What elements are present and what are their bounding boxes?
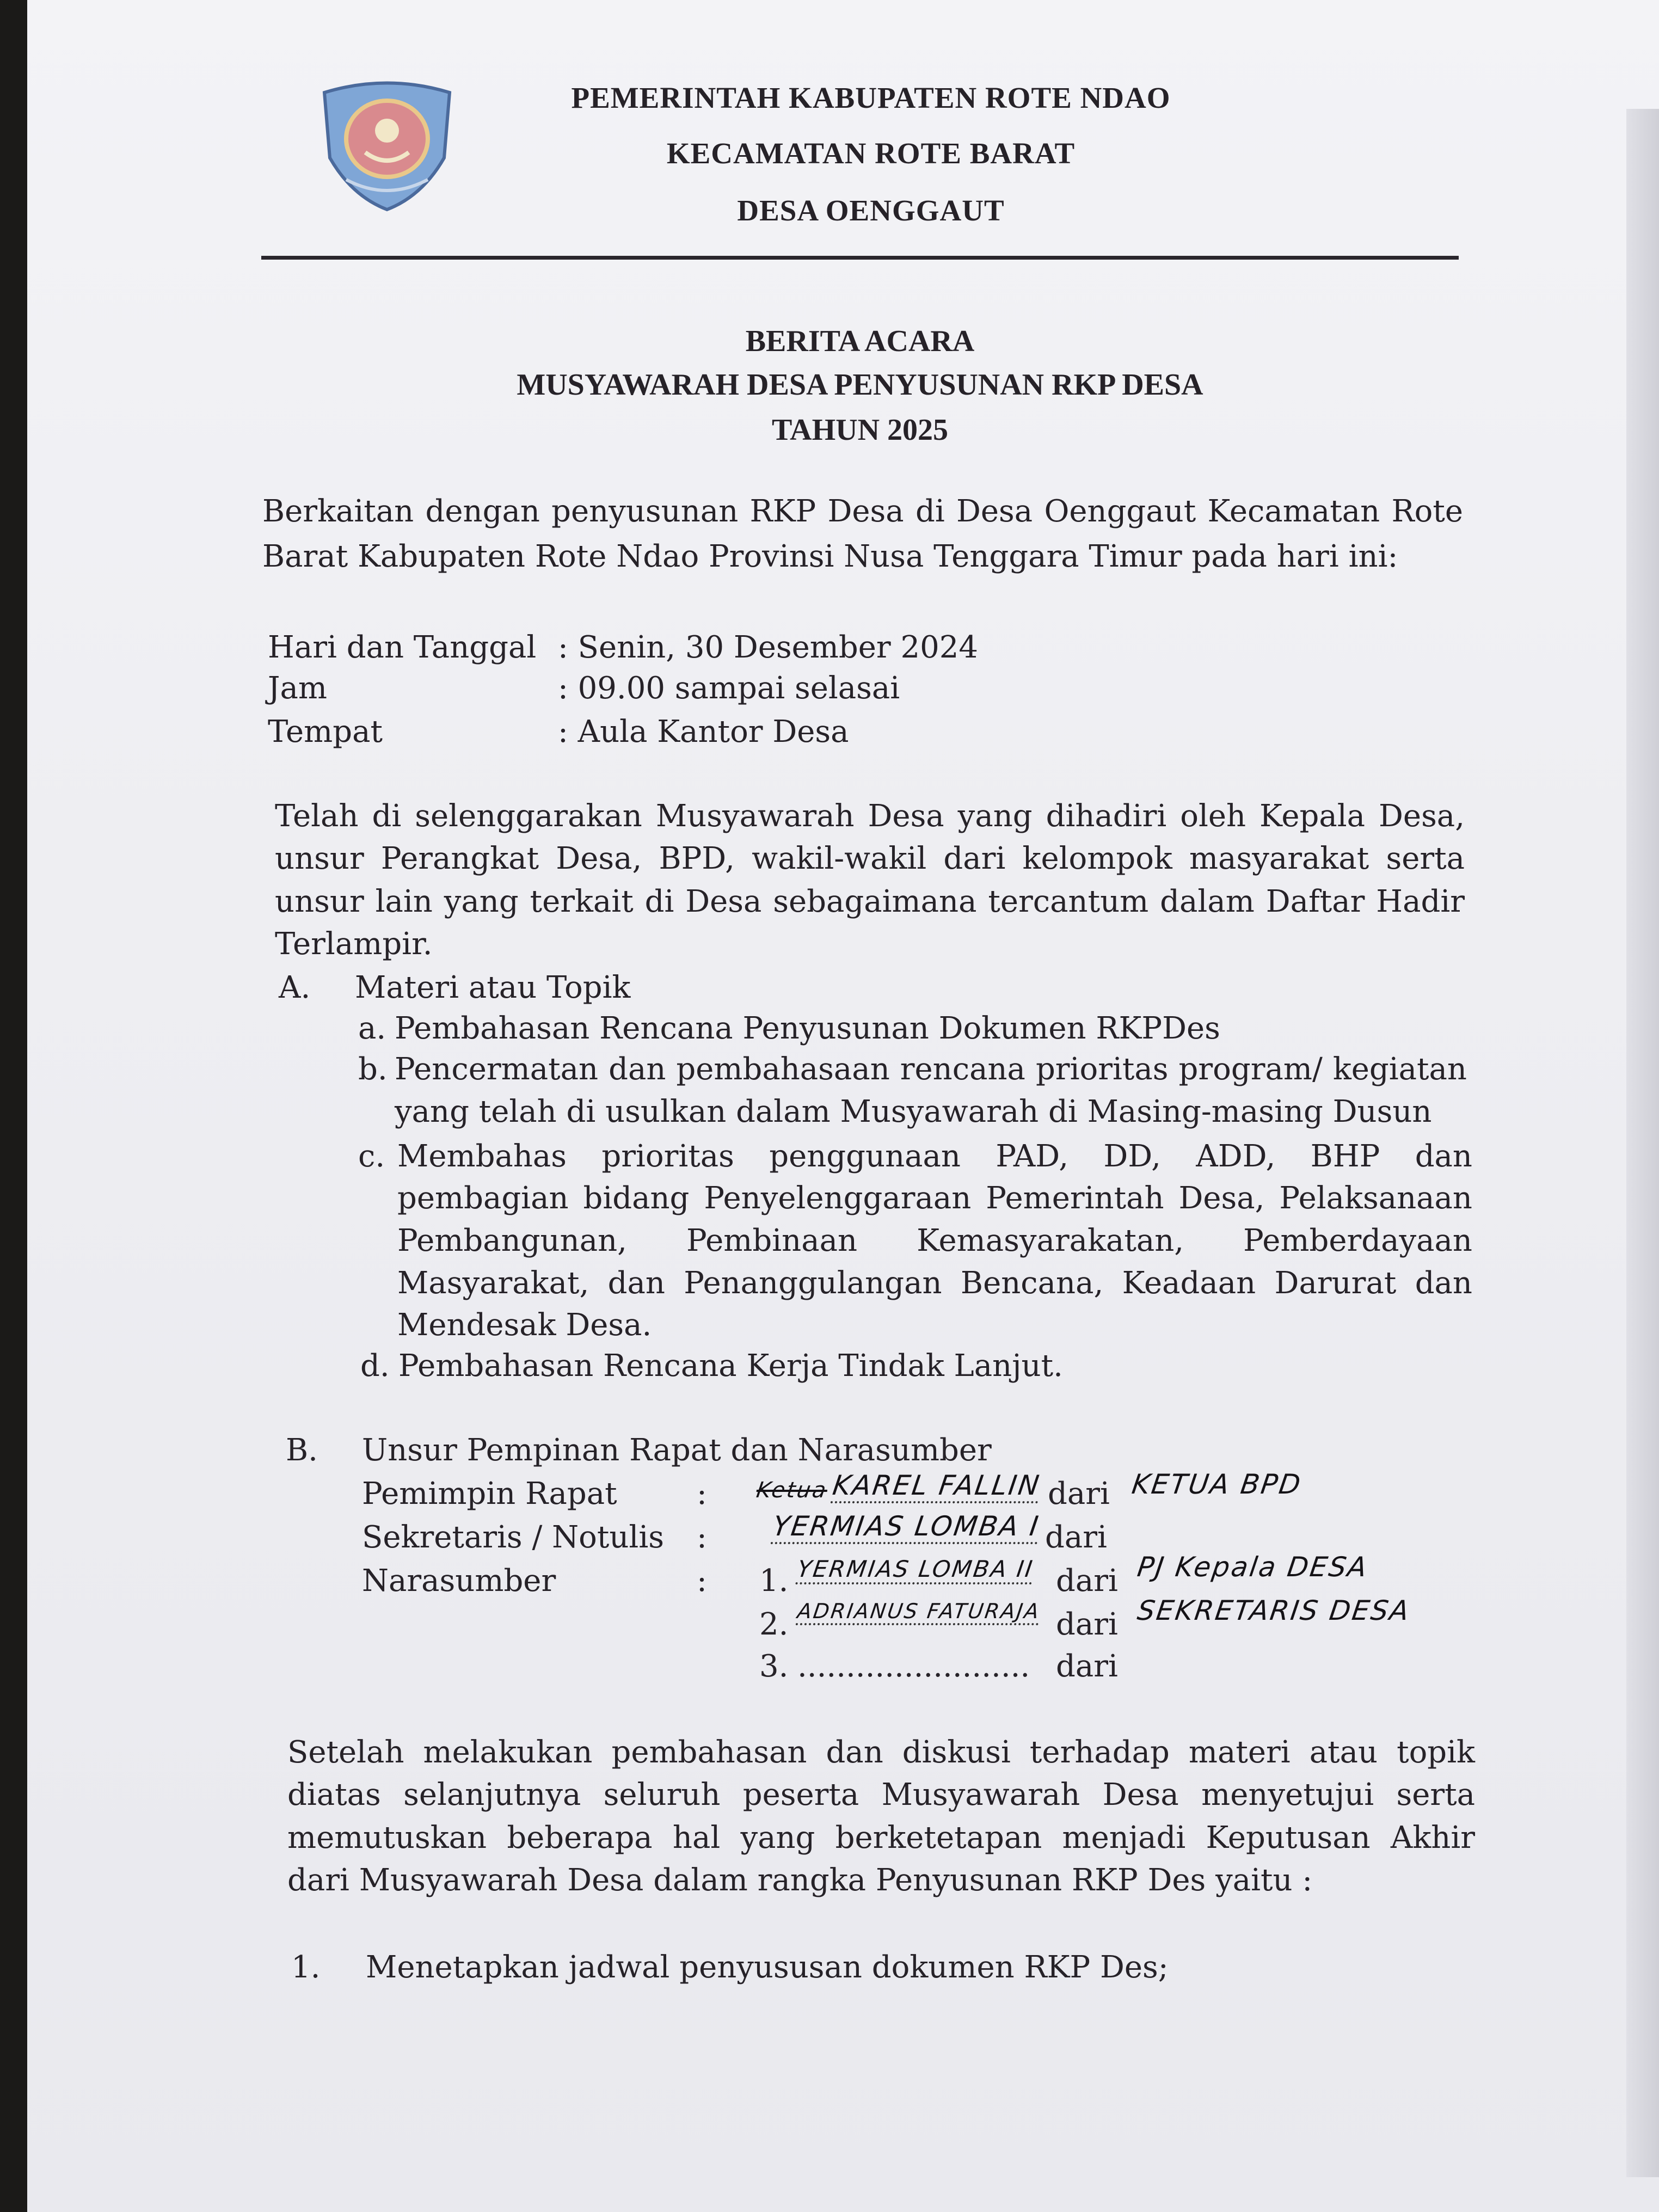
- speaker-label: Narasumber: [362, 1563, 556, 1599]
- speaker-3-dari: dari: [1056, 1649, 1118, 1684]
- speaker-2-dari: dari: [1056, 1607, 1118, 1642]
- speaker-3-blank: ........................: [797, 1649, 1030, 1684]
- secretary-label: Sekretaris / Notulis: [362, 1520, 664, 1555]
- decision-1-marker: 1.: [291, 1950, 321, 1985]
- leader-dari: dari: [1048, 1476, 1110, 1511]
- header-village: DESA OENGGAUT: [737, 194, 1005, 227]
- item-c-line-3: Pembangunan, Pembinaan Kemasyarakatan, Pemberdayaan: [397, 1223, 1472, 1258]
- speaker-1-num: 1.: [759, 1563, 789, 1599]
- leader-label: Pemimpin Rapat: [362, 1476, 617, 1511]
- speaker-colon: :: [697, 1563, 707, 1599]
- section-a-heading: Materi atau Topik: [355, 970, 631, 1005]
- section-b-marker: B.: [286, 1433, 318, 1468]
- header-district: KECAMATAN ROTE BARAT: [666, 137, 1076, 170]
- section-a-marker: A.: [279, 970, 311, 1005]
- header-divider: [261, 256, 1459, 260]
- meta-value-place: : Aula Kantor Desa: [558, 714, 849, 749]
- meta-label-place: Tempat: [268, 714, 383, 749]
- speaker-1-dari: dari: [1056, 1563, 1118, 1599]
- meta-label-date: Hari dan Tanggal: [268, 630, 537, 665]
- speaker-2-from-handwritten: SEKRETARIS DESA: [1135, 1595, 1412, 1626]
- item-a-marker: a.: [358, 1011, 386, 1046]
- item-c-marker: c.: [358, 1139, 385, 1174]
- para2-line-3: memutuskan beberapa hal yang berketetapan menjadi Keputusan Akhir: [287, 1820, 1475, 1855]
- section-b-heading: Unsur Pempinan Rapat dan Narasumber: [362, 1433, 992, 1468]
- para2-line-2: diatas selanjutnya seluruh peserta Musyawarah Desa menyetujui serta: [287, 1777, 1475, 1812]
- para1-line-4: Terlampir.: [275, 926, 433, 962]
- speaker-2-num: 2.: [759, 1607, 789, 1642]
- leader-from-handwritten: KETUA BPD: [1129, 1468, 1304, 1500]
- leader-struck-word: Ketua: [754, 1478, 830, 1503]
- decision-1-text: Menetapkan jadwal penyususan dokumen RKP Des;: [366, 1950, 1169, 1985]
- leader-name-handwritten: KAREL FALLIN: [831, 1470, 1043, 1503]
- meta-value-time: : 09.00 sampai selasai: [558, 671, 900, 706]
- header-regency: PEMERINTAH KABUPATEN ROTE NDAO: [571, 81, 1171, 114]
- meta-value-date: : Senin, 30 Desember 2024: [558, 630, 978, 665]
- meta-label-time: Jam: [268, 671, 327, 706]
- para1-line-2: unsur Perangkat Desa, BPD, wakil-wakil dari kelompok masyarakat serta: [275, 841, 1465, 876]
- para2-line-1: Setelah melakukan pembahasan dan diskusi terhadap materi atau topik: [287, 1735, 1475, 1770]
- para1-line-3: unsur lain yang terkait di Desa sebagaimana tercantum dalam Daftar Hadir: [275, 884, 1465, 919]
- doc-title: BERITA ACARA: [745, 324, 975, 358]
- item-b-line-1: Pencermatan dan pembahasaan rencana prioritas program/ kegiatan: [395, 1052, 1467, 1087]
- item-c-line-4: Masyarakat, dan Penanggulangan Bencana, Keadaan Darurat dan: [397, 1265, 1472, 1301]
- secretary-colon: :: [697, 1520, 707, 1555]
- intro-line-2: Barat Kabupaten Rote Ndao Provinsi Nusa Tenggara Timur pada hari ini:: [262, 539, 1398, 574]
- intro-line-1: Berkaitan dengan penyusunan RKP Desa di Desa Oenggaut Kecamatan Rote: [262, 494, 1463, 529]
- speaker-3-num: 3.: [759, 1649, 789, 1684]
- speaker-1-from-handwritten: PJ Kepala DESA: [1135, 1551, 1371, 1583]
- item-c-line-1: Membahas prioritas penggunaan PAD, DD, ADD, BHP dan: [397, 1139, 1472, 1174]
- para2-line-4: dari Musyawarah Desa dalam rangka Penyusunan RKP Des yaitu :: [287, 1863, 1313, 1898]
- para1-line-1: Telah di selenggarakan Musyawarah Desa yang dihadiri oleh Kepala Desa,: [275, 798, 1465, 834]
- item-b-line-2: yang telah di usulkan dalam Musyawarah di Masing-masing Dusun: [395, 1094, 1432, 1129]
- doc-subtitle: MUSYAWARAH DESA PENYUSUNAN RKP DESA: [517, 368, 1203, 402]
- item-c-line-2: pembagian bidang Penyelenggaraan Pemerintah Desa, Pelaksanaan: [397, 1181, 1472, 1216]
- speaker-1-name-handwritten: YERMIAS LOMBA II: [795, 1556, 1035, 1584]
- item-a-text: Pembahasan Rencana Penyusunan Dokumen RKPDes: [395, 1011, 1220, 1046]
- item-b-marker: b.: [358, 1052, 388, 1087]
- item-d-text: Pembahasan Rencana Kerja Tindak Lanjut.: [398, 1348, 1063, 1384]
- item-c-line-5: Mendesak Desa.: [397, 1307, 652, 1343]
- doc-year: TAHUN 2025: [771, 413, 949, 447]
- secretary-dari: dari: [1045, 1520, 1107, 1555]
- leader-colon: :: [697, 1476, 707, 1511]
- item-d-marker: d.: [360, 1348, 390, 1384]
- secretary-name-handwritten: YERMIAS LOMBA I: [771, 1510, 1042, 1544]
- speaker-2-name-handwritten: ADRIANUS FATURAJA: [796, 1599, 1042, 1625]
